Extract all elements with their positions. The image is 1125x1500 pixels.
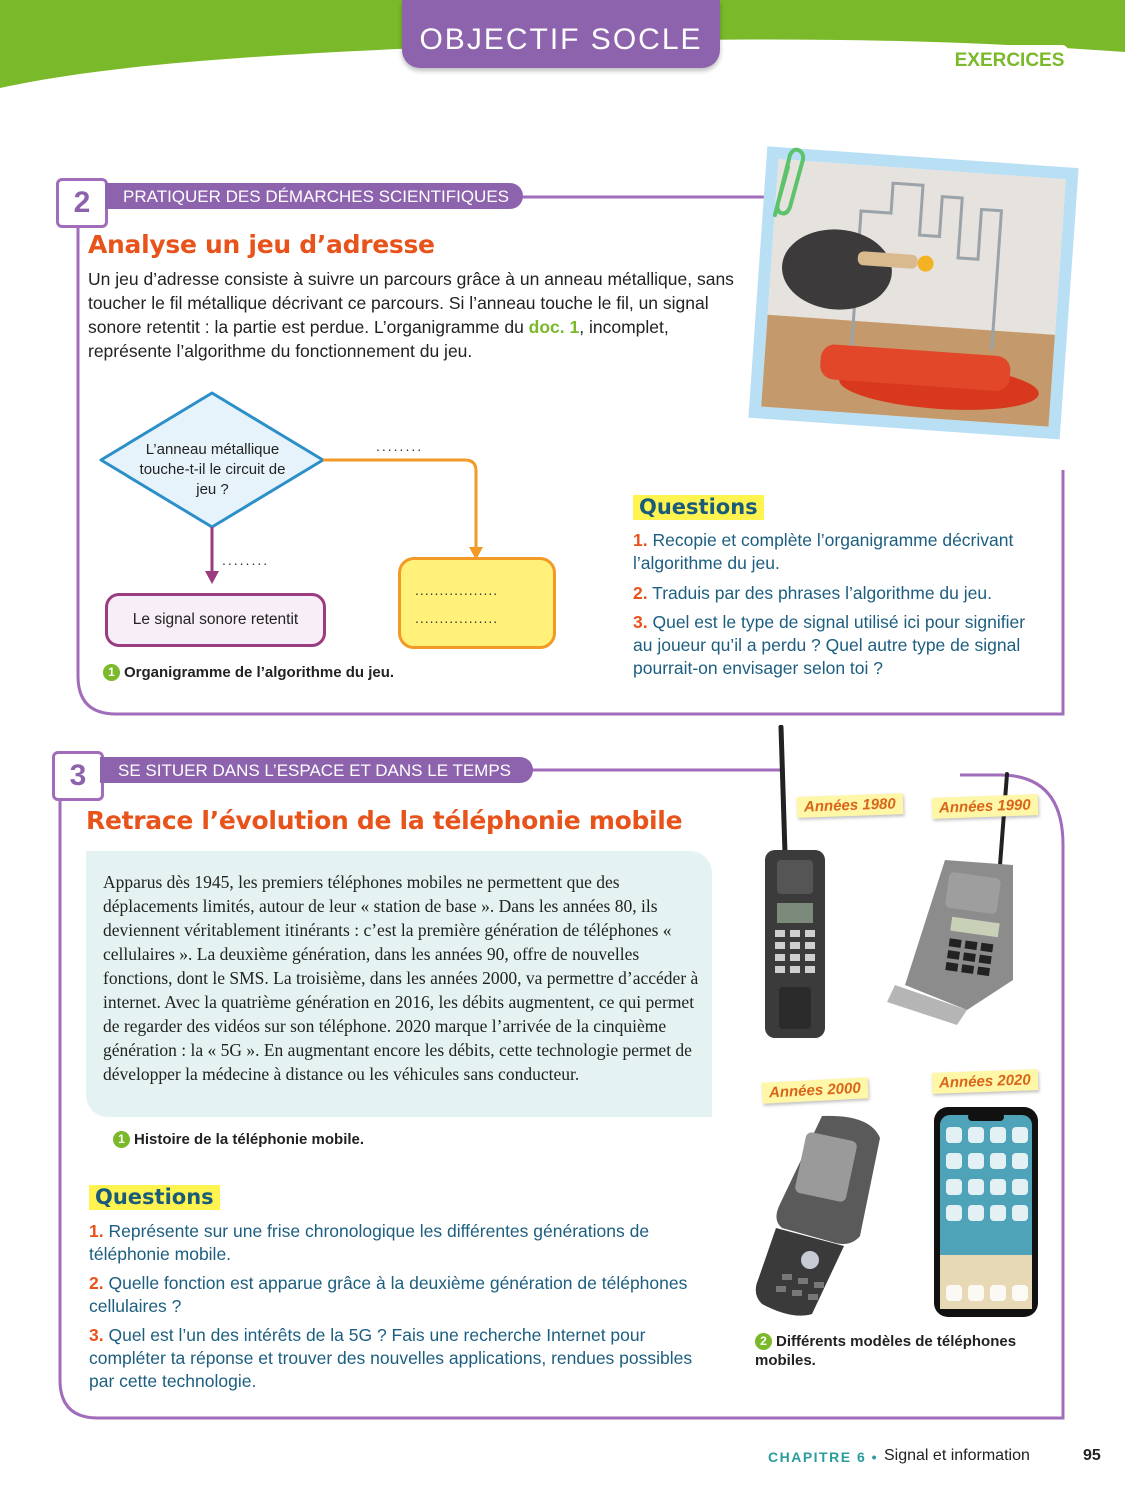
label-2020: Années 2020	[932, 1069, 1038, 1094]
blank-action-box	[398, 557, 556, 649]
exercise-2-question-2: 2. Traduis par des phrases l’algorithme du jeu.	[633, 583, 992, 603]
intro-text-2: , incomplet, représente l’algorithme du fonctionnement du jeu.	[88, 317, 669, 361]
exercise-2-number: 2	[56, 178, 108, 228]
exercices-tab: EXERCICES	[951, 45, 1068, 75]
exercise-2-question-3: 3. Quel est le type de signal utilisé ici pour signifier au joueur qu’il a perdu ? Quel autre type de signal pourrait-on envisager selon toi ?	[633, 612, 1026, 678]
exercise-3-questions-heading: Questions	[89, 1185, 220, 1210]
label-1980: Années 1980	[797, 793, 903, 818]
action-signal-box	[105, 593, 326, 647]
label-1990: Années 1990	[932, 794, 1038, 819]
objectif-socle-banner: OBJECTIF SOCLE	[402, 0, 720, 68]
exercise-2-intro	[88, 267, 748, 363]
history-text: Apparus dès 1945, les premiers téléphones mobiles ne permettent que des déplacements limités, autour de leur « station de base ». Dans les années 80, ils deviennent véritablement itinérants : c’est la première génération de téléphones « cellulaires ». La deuxième génération, dans les années 90, offre de nouvelles fonctions, dont le SMS. La troisième, dans les années 2000, va permettre d’accéder à internet. Avec la quatrième génération en 2016, les débits augmentent, ce qui permet de regarder des vidéos sur son téléphone. 2020 marque l’arrivée de la cinquième génération : la « 5G ». En augmentant encore les débits, cette technologie permet de développer la médecine à distance ou les véhicules sans conducteur.	[103, 872, 699, 1084]
doc-1-caption-text: Organigramme de l’algorithme du jeu.	[124, 664, 395, 681]
label-2000: Années 2000	[762, 1077, 869, 1104]
doc-reference: doc. 1	[528, 317, 580, 337]
phone-2000-image	[752, 1108, 887, 1318]
exercise-3-title: Retrace l’évolution de la téléphonie mobile	[86, 806, 683, 835]
footer-chapter-title: Signal et information	[884, 1447, 1030, 1464]
exercise-3-question-1: 1. Représente sur une frise chronologique les différentes générations de téléphonie mobile.	[89, 1221, 650, 1264]
doc-3-2-caption-text: Différents modèles de téléphones mobiles.	[755, 1333, 1017, 1369]
exercise-2-question-1: 1. Recopie et complète l’organigramme décrivant l’algorithme du jeu.	[633, 530, 1014, 573]
blank-action-line-2: .................	[415, 610, 499, 626]
paperclip-icon	[760, 145, 810, 225]
doc-3-1-badge: 1	[113, 1131, 130, 1148]
action-signal-label: Le signal sonore retentit	[132, 611, 299, 628]
exercise-3-question-3: 3. Quel est l’un des intérêts de la 5G ? Fais une recherche Internet pour compléter ta réponse et trouver des nouvelles applications, rendues possibles par cette technologie.	[89, 1325, 693, 1391]
exercise-2-skill: PRATIQUER DES DÉMARCHES SCIENTIFIQUES (D4)	[105, 183, 523, 209]
footer-chapter: CHAPITRE 6 •	[768, 1449, 879, 1465]
blank-action-line-1: .................	[415, 582, 499, 598]
exercise-2-questions-heading: Questions	[633, 495, 764, 520]
decision-label: L’anneau métallique touche-t-il le circuit de jeu ?	[139, 441, 286, 498]
doc-3-1-caption-text: Histoire de la téléphonie mobile.	[134, 1131, 365, 1148]
phone-2020-image	[932, 1105, 1040, 1320]
doc-1-badge: 1	[103, 664, 120, 681]
branch-right-blank: ........	[376, 438, 424, 454]
doc-3-2-caption	[755, 1332, 1055, 1370]
exercise-3-skill: SE SITUER DANS L’ESPACE ET DANS LE TEMPS (D5)	[100, 757, 533, 783]
branch-down-blank: ........	[222, 552, 270, 568]
doc-3-1-caption	[113, 1131, 364, 1148]
intro-text-1: Un jeu d’adresse consiste à suivre un parcours grâce à un anneau métallique, sans toucher le fil métallique décrivant ce parcours. Si l’anneau touche le fil, un signal sonore retentit : la partie est perdue. L’organigramme du	[88, 269, 734, 337]
page-number: 95	[1083, 1447, 1101, 1464]
exercise-3-question-2: 2. Quelle fonction est apparue grâce à la deuxième génération de téléphones cellulaires ?	[89, 1273, 688, 1316]
history-text-box	[86, 851, 712, 1117]
phone-1980-image	[755, 725, 835, 1045]
doc-3-2-badge: 2	[755, 1333, 772, 1350]
exercise-2-title: Analyse un jeu d’adresse	[88, 230, 435, 259]
exercise-3-number: 3	[52, 751, 104, 801]
doc-1-caption	[103, 664, 394, 681]
